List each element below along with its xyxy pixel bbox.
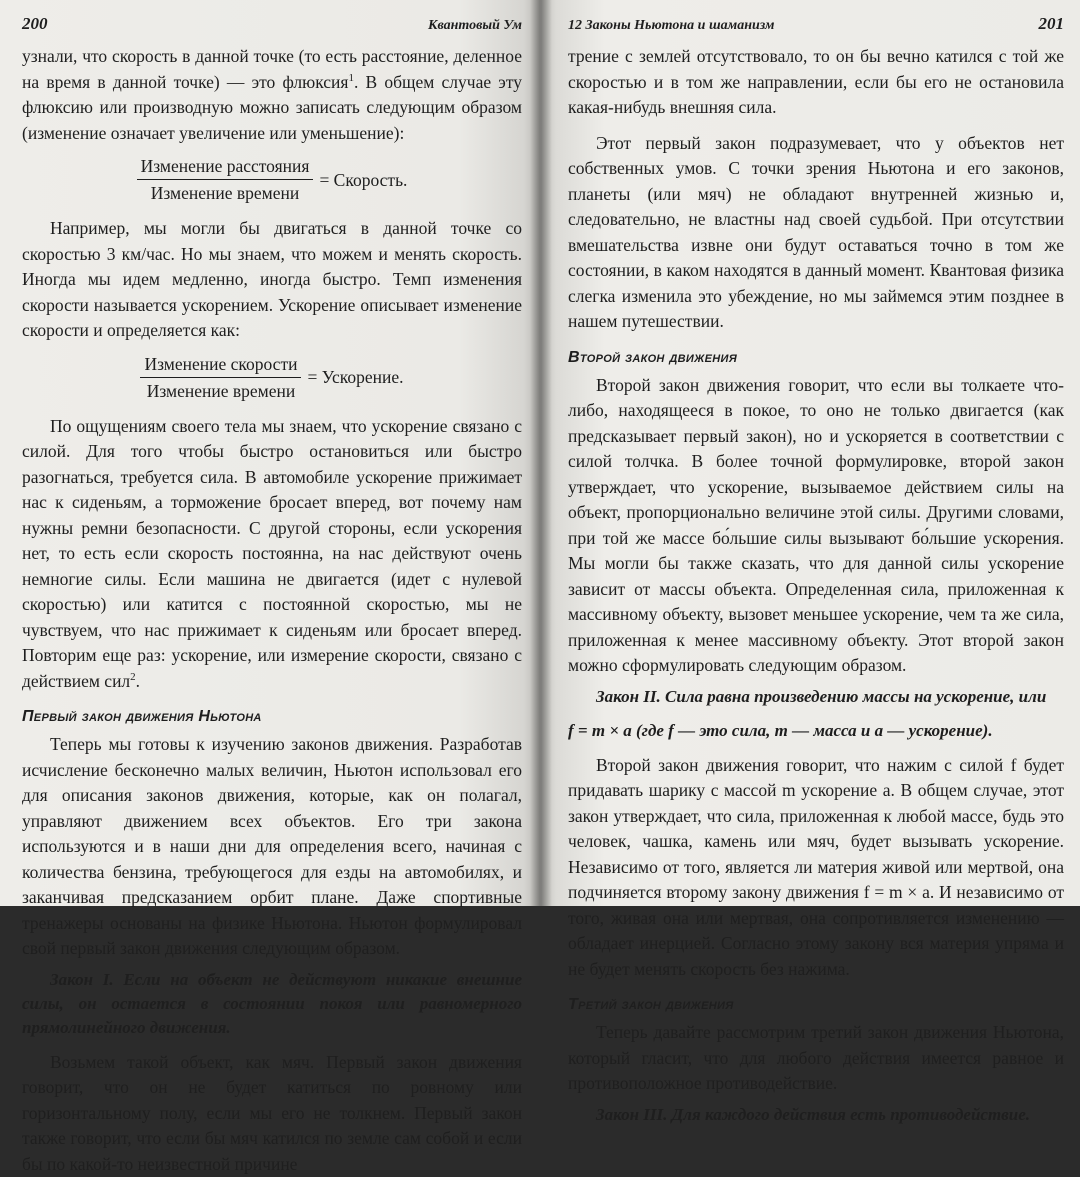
law-2-equation: f = m × a (где f — это сила, m — масса и a — ускорение). [568, 719, 1064, 743]
velocity-denominator: Изменение времени [147, 180, 304, 204]
right-running-head [568, 14, 1064, 36]
right-page-number: 201 [1039, 14, 1065, 34]
right-paragraph-2: Этот первый закон подразумевает, что у объектов нет собственных умов. С точки зрения Ньютона и его законов, планеты (или мяч) не обладают внутренней жизнью и, следовательно, не властны над своей судьбой. При отсутствии вмешательства извне они будут оставаться точно в том же состоянии, в каком находятся в данный момент. Квантовая физика слегка изменила это убеждение, но мы займемся этим позднее в нашем путешествии. [568, 131, 1064, 335]
right-paragraph-4: Второй закон движения говорит, что нажим с силой f будет придавать шарику с массой m ускорение a. В общем случае, этот закон утверждает, что сила, приложенная к любой массе, будь это человек, чашка, камень или мяч, будет вызывать ускорение. Независимо от того, является ли материя живой или мертвой, она подчиняется второму закону движения f = m × a. И независимо от того, живая она или мертвая, она сопротивляется изменению — обладает инерцией. Согласно этому закону вся материя упряма и не будет менять скорость без нажима. [568, 753, 1064, 983]
right-running-title: 12 Законы Ньютона и шаманизм [568, 18, 774, 34]
left-paragraph-1: узнали, что скорость в данной точке (то есть расстояние, деленное на время в данной точке) — это флюксия$^1$. В общем случае эту флюксию или производную можно записать следующим образом (изменение означает увеличение или уменьшение): [22, 44, 522, 146]
acceleration-formula [22, 354, 522, 402]
left-running-head [22, 14, 522, 36]
left-page-number: 200 [22, 14, 48, 34]
velocity-formula [22, 156, 522, 204]
left-page [0, 0, 540, 906]
footnote-ref-2: 2 [130, 671, 136, 683]
heading-third-law: Третий закон движения [568, 996, 1064, 1014]
footnote-ref-1: 1 [348, 72, 354, 84]
acceleration-numerator: Изменение скорости [140, 354, 301, 378]
left-paragraph-3: По ощущениям своего тела мы знаем, что ускорение связано с силой. Для того чтобы быстро остановиться или быстро разогнаться, требуется сила. В автомобиле ускорение прижимает нас к сиденьям, а торможение бросает вперед, вот почему нам нужны ремни безопасности. С другой стороны, если ускорения нет, то есть если скорость постоянна, на нас действуют очень немногие силы. Если машина не двигается (идет с нулевой скоростью) или катится с постоянной скоростью, мы не чувствуем, что нас прижимает к сиденьям или бросает вперед. Повторим еще раз: ускорение, или измерение скорости, связано с действием сил$^2$. [22, 414, 522, 695]
velocity-numerator: Изменение расстояния [137, 156, 314, 180]
book-gutter-shadow [530, 0, 552, 906]
law-3-statement: Закон III. Для каждого действия есть противодействие. [568, 1103, 1064, 1127]
right-page [540, 0, 1080, 906]
left-running-title: Квантовый Ум [428, 18, 522, 34]
left-paragraph-2: Например, мы могли бы двигаться в данной точке со скоростью 3 км/час. Но мы знаем, что можем и менять скорость. Иногда мы идем медленно, иногда быстро. Темп изменения скорости называется ускорением. Ускорение описывает изменение скорости и определяется как: [22, 216, 522, 344]
law-2-statement: Закон II. Сила равна произведению массы на ускорение, или [568, 685, 1064, 709]
right-paragraph-3: Второй закон движения говорит, что если вы толкаете что-либо, находящееся в покое, то оно не только двигается (как предсказывает первый закон), но и ускоряется в соответствии с силой толчка. В более точной формулировке, второй закон утверждает, что ускорение, вызываемое действием силы на объект, пропорционально величине этой силы. Другими словами, при той же массе бо́льшие силы вызывают бо́льшие ускорения. Мы могли бы также сказать, что для данной силы ускорение зависит от массы объекта. Определенная сила, приложенная к массивному объекту, вызовет меньшее ускорение, чем та же сила, приложенная к менее массивному объекту. Этот второй закон можно сформулировать следующим образом. [568, 373, 1064, 679]
left-paragraph-4: Теперь мы готовы к изучению законов движения. Разработав исчисление бесконечно малых величин, Ньютон использовал его для описания законов движения, которые, как он полагал, управляют движением всех объектов. Его три закона используются и в наши дни для определения всего, начиная с количества бензина, требующегося для езды на автомобилях, и заканчивая предсказанием орбит плане. Даже спортивные тренажеры основаны на физике Ньютона. Ньютон формулировал свой первый закон движения следующим образом. [22, 732, 522, 962]
right-paragraph-5: Теперь давайте рассмотрим третий закон движения Ньютона, который гласит, что для любого действия имеется равное и противоположное противодействие. [568, 1020, 1064, 1097]
acceleration-result: = Ускорение. [307, 367, 403, 388]
heading-second-law: Второй закон движения [568, 349, 1064, 367]
velocity-result: = Скорость. [319, 170, 407, 191]
left-paragraph-5: Возьмем такой объект, как мяч. Первый закон движения говорит, что он не будет катиться по ровному или горизонтальному полу, если мы его не толкнем. Первый закон также говорит, что если бы мяч катился по земле сам собой и если бы по какой-то неизвестной причине [22, 1050, 522, 1177]
right-paragraph-1: трение с землей отсутствовало, то он бы вечно катился с той же скоростью и в том же направлении, если бы его не остановила какая-нибудь внешняя сила. [568, 44, 1064, 121]
acceleration-denominator: Изменение времени [143, 378, 300, 402]
law-1-statement: Закон I. Если на объект не действуют никакие внешние силы, он остается в состоянии покоя или равномерного прямолинейного движения. [22, 968, 522, 1040]
heading-first-law: Первый закон движения Ньютона [22, 708, 522, 726]
